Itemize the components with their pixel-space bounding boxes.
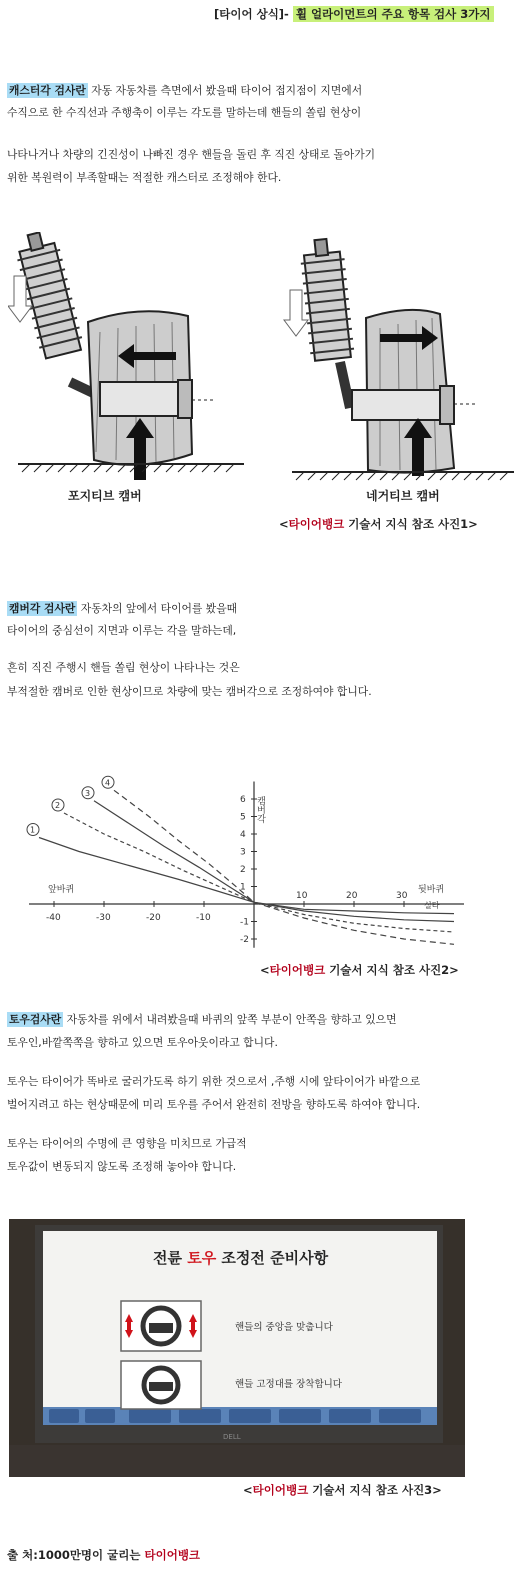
camber-illustration — [8, 232, 520, 512]
caster-line-3: 나타나거나 차량의 긴진성이 나빠진 경우 핸들을 돌린 후 직진 상태로 돌아가기 — [7, 148, 376, 161]
chart-y-tick-label: 5 — [240, 812, 246, 823]
chart-y-tick-label: 4 — [240, 830, 246, 840]
toe-line-6: 토우값이 변동되지 않도록 조정해 놓아야 합니다. — [7, 1160, 237, 1173]
figure3-caption: <타이어뱅크 기술서 지식 참조 사진3> — [243, 1483, 442, 1497]
chart-series-label-2: 2 — [55, 801, 61, 810]
caster-line-2: 수직으로 한 수직선과 주행축이 이루는 각도를 말하는데 핸들의 쏠림 현상이 — [7, 106, 362, 119]
toe-line-2: 토우인,바깥쪽쪽을 향하고 있으면 토우아웃이라고 합니다. — [7, 1036, 278, 1049]
chart-x-tick-label: 10 — [296, 891, 308, 901]
caster-term: 캐스터각 검사란 — [9, 84, 86, 97]
chart-y-tick-label: -2 — [240, 935, 249, 945]
caster-line-4: 위한 복원력이 부족할때는 적절한 캐스터로 조정해야 한다. — [7, 171, 282, 184]
source-line: 출 처:1000만명이 굴리는 타이어뱅크 — [7, 1548, 201, 1562]
toe-term: 토우검사란 — [9, 1013, 62, 1026]
positive-camber-label: 포지티브 캠버 — [68, 489, 142, 503]
negative-camber-drawing — [284, 237, 514, 480]
chart-series-line-2 — [64, 813, 454, 932]
chart-y-tick-label: 2 — [240, 865, 246, 875]
monitor-brand-logo: DELL — [223, 1433, 241, 1441]
chart-x-tick-label: -40 — [46, 913, 61, 923]
camber-term: 캠버각 검사란 — [9, 602, 76, 615]
chart-ticks — [46, 795, 408, 945]
figure2-caption: <타이어뱅크 기술서 지식 참조 사진2> — [260, 963, 459, 977]
chart-series-line-1 — [39, 838, 454, 914]
caster-text-1: 자동 자동차를 측면에서 봤을때 타이어 접지점이 지면에서 — [87, 84, 363, 97]
camber-line-3: 흔히 직진 주행시 핸들 쏠림 현상이 나타나는 것은 — [7, 661, 240, 674]
chart-y-label: 캠버각 — [255, 796, 265, 823]
toe-monitor-photo — [9, 1219, 465, 1477]
chart-series-label-1: 1 — [30, 825, 36, 835]
toe-line-3: 토우는 타이어가 똑바로 굴러가도록 하기 위한 것으로서 ,주행 시에 앞타이어가 바깥으로 — [7, 1075, 421, 1088]
title-highlight: 휠 얼라이먼트의 주요 항목 검사 3가지 — [293, 6, 494, 22]
chart-y-tick-label: 6 — [240, 795, 246, 805]
chart-series-line-4 — [114, 790, 454, 944]
chart-series-label-3: 3 — [85, 788, 91, 798]
screen-title: 전륜 토우 조정전 준비사항 — [153, 1249, 329, 1267]
chart-x-tick-label: 20 — [346, 891, 358, 901]
toe-line-5: 토우는 타이어의 수명에 큰 영향을 미치므로 가급적 — [7, 1137, 247, 1150]
chart-x-tick-label: -30 — [96, 913, 111, 923]
caption-brand: 타이어뱅크 — [269, 963, 326, 977]
chart-right-label: 뒷바퀴 — [418, 885, 445, 895]
caption-brand: 타이어뱅크 — [288, 517, 345, 531]
toe-line-1 — [7, 1012, 397, 1028]
chart-y-tick-label: 1 — [240, 882, 246, 893]
toe-line-4: 벌어지려고 하는 현상때문에 미리 토우를 주어서 완전히 전방을 향하도록 하여야 합니다. — [7, 1098, 421, 1111]
camber-line-4: 부적절한 캠버로 인한 현상이므로 차량에 맞는 캠버각으로 조정하여야 합니다. — [7, 685, 372, 698]
camber-chart — [14, 772, 474, 952]
camber-line-2: 타이어의 중심선이 지면과 이루는 각을 말하는데, — [7, 624, 237, 637]
chart-y-tick-label: 3 — [240, 847, 246, 858]
chart-left-label: 앞바퀴 — [48, 885, 75, 895]
screen-item-2: 핸들 고정대를 장착합니다 — [235, 1379, 342, 1390]
negative-camber-label: 네거티브 캠버 — [366, 489, 440, 503]
chart-x-tick-label: -10 — [196, 913, 211, 923]
chart-right-sublabel: 실타 — [424, 901, 440, 910]
page-title — [214, 6, 494, 22]
chart-x-tick-label: 30 — [396, 891, 408, 901]
caption-brand: 타이어뱅크 — [252, 1483, 309, 1497]
source-brand: 타이어뱅크 — [144, 1548, 201, 1562]
chart-x-tick-label: -20 — [146, 913, 161, 923]
title-prefix: [타이어 상식]- — [214, 7, 293, 21]
figure1-caption: <타이어뱅크 기술서 지식 참조 사진1> — [279, 517, 478, 531]
chart-series-label-4: 4 — [105, 778, 111, 788]
positive-camber-drawing — [8, 232, 244, 480]
screen-item-1: 핸들의 중앙을 맞춥니다 — [235, 1322, 333, 1333]
camber-text-1: 자동차의 앞에서 타이어를 봤을때 — [77, 602, 238, 615]
camber-line-1 — [7, 601, 237, 617]
chart-series-line-3 — [94, 801, 454, 922]
chart-y-tick-label: -1 — [240, 917, 249, 928]
toe-text-1: 자동차를 위에서 내려봤을때 바퀴의 앞쪽 부분이 안쪽을 향하고 있으면 — [63, 1013, 397, 1026]
caster-line-1 — [7, 83, 362, 99]
